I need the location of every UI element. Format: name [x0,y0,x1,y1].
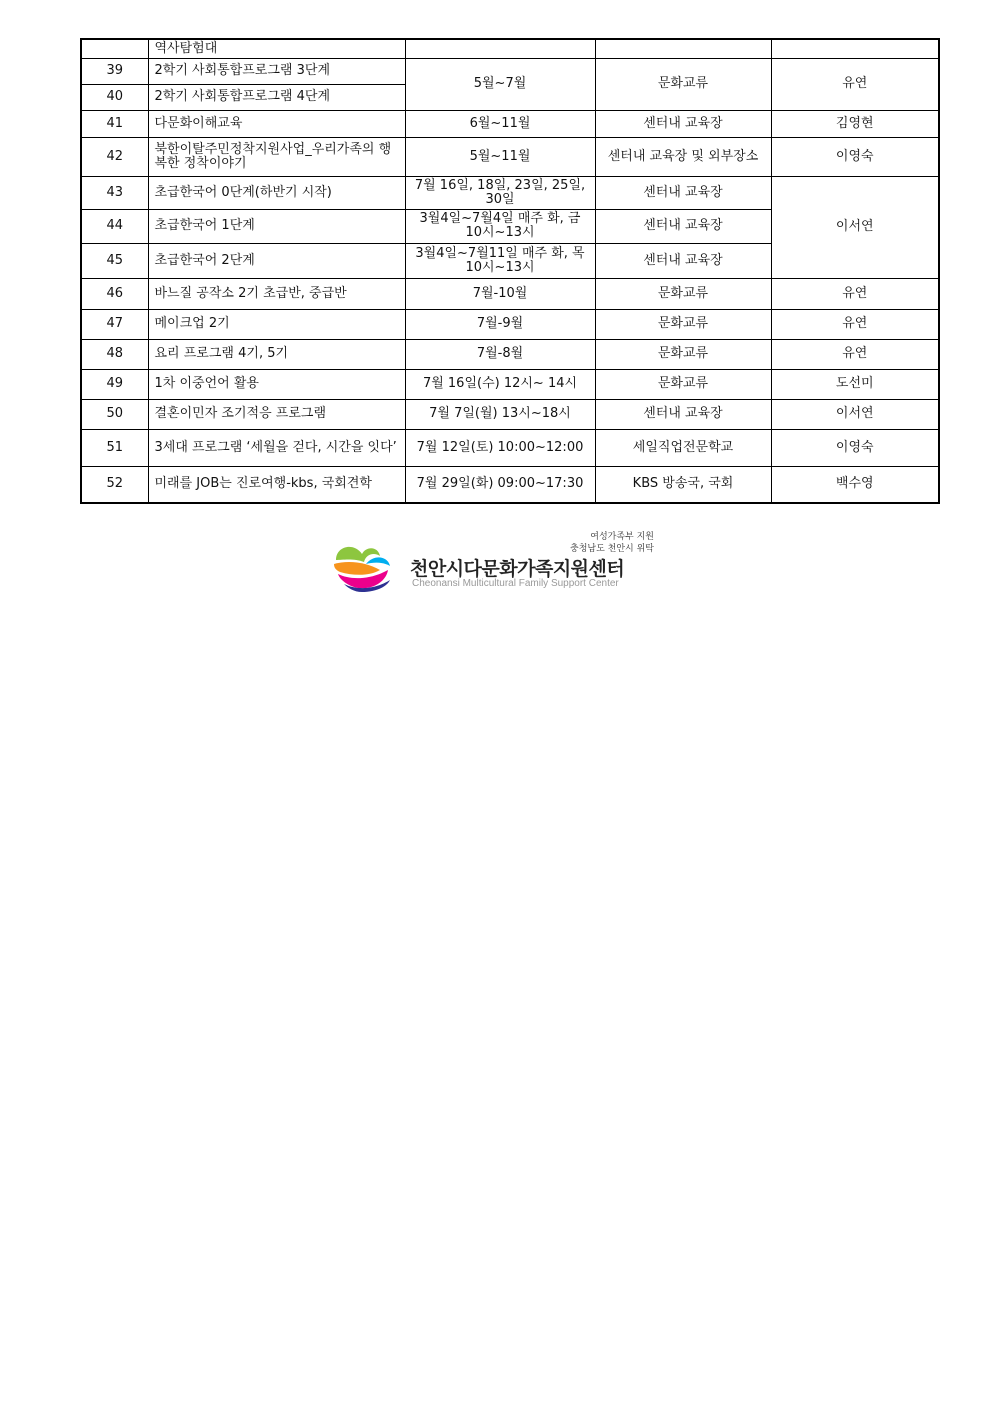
row-number: 52 [81,466,148,503]
program-period: 7월-8월 [405,339,595,369]
program-title: 요리 프로그램 4기, 5기 [148,339,405,369]
heart-logo-icon [330,540,406,592]
logo-english-name: Cheonansi Multicultural Family Support Center [412,578,619,589]
table-row [81,176,939,209]
program-staff: 유연 [771,58,939,110]
program-title: 역사탐험대 [148,39,405,58]
program-period: 5월~7월 [405,58,595,110]
row-number: 39 [81,58,148,84]
program-title: 미래를 JOB는 진로여행-kbs, 국회견학 [148,466,405,503]
row-number: 48 [81,339,148,369]
program-title: 초급한국어 0단계(하반기 시작) [148,176,405,209]
program-period: 7월-9월 [405,309,595,339]
program-period: 7월 12일(토) 10:00~12:00 [405,429,595,466]
program-title: 2학기 사회통합프로그램 4단계 [148,84,405,110]
table-row [81,466,939,503]
program-staff: 유연 [771,339,939,369]
program-period: 7월 29일(화) 09:00~17:30 [405,466,595,503]
program-schedule-table [80,38,940,504]
program-period: 7월-10월 [405,278,595,309]
row-number: 41 [81,110,148,137]
table-row [81,309,939,339]
program-period: 5월~11월 [405,137,595,176]
program-place: 센터내 교육장 및 외부장소 [595,137,771,176]
program-place: 센터내 교육장 [595,399,771,429]
program-title: 결혼이민자 조기적응 프로그램 [148,399,405,429]
program-staff: 도선미 [771,369,939,399]
program-place: 문화교류 [595,309,771,339]
program-period: 7월 16일(수) 12시~ 14시 [405,369,595,399]
row-number: 40 [81,84,148,110]
program-staff: 유연 [771,278,939,309]
table-row [81,369,939,399]
program-place: 세일직업전문학교 [595,429,771,466]
program-period: 6월~11월 [405,110,595,137]
program-period: 7월 7일(월) 13시~18시 [405,399,595,429]
table-row [81,399,939,429]
table-row [81,278,939,309]
program-title: 북한이탈주민정착지원사업_우리가족의 행복한 정착이야기 [148,137,405,176]
row-number: 51 [81,429,148,466]
program-period: 3월4일~7월11일 매주 화, 목 10시~13시 [405,243,595,278]
row-number: 46 [81,278,148,309]
program-title: 초급한국어 1단계 [148,209,405,243]
program-title: 메이크업 2기 [148,309,405,339]
row-number: 47 [81,309,148,339]
row-number: 49 [81,369,148,399]
program-title: 초급한국어 2단계 [148,243,405,278]
row-number [81,39,148,58]
table-row [81,339,939,369]
program-period: 3월4일~7월4일 매주 화, 금 10시~13시 [405,209,595,243]
program-period: 7월 16일, 18일, 23일, 25일, 30일 [405,176,595,209]
program-title: 1차 이중언어 활용 [148,369,405,399]
table-row [81,429,939,466]
program-place: 센터내 교육장 [595,243,771,278]
program-staff: 이영숙 [771,429,939,466]
row-number: 42 [81,137,148,176]
table-row [81,110,939,137]
logo-center-name: 천안시다문화가족지원센터 [410,558,625,580]
program-place: 센터내 교육장 [595,110,771,137]
row-number: 43 [81,176,148,209]
program-staff: 백수영 [771,466,939,503]
table-row [81,137,939,176]
row-number: 50 [81,399,148,429]
row-number: 45 [81,243,148,278]
program-place: 문화교류 [595,369,771,399]
row-number: 44 [81,209,148,243]
program-staff [771,39,939,58]
logo-commission-line: 충청남도 천안시 위탁 [570,544,654,554]
program-title: 바느질 공작소 2기 초급반, 중급반 [148,278,405,309]
table-row [81,39,939,58]
center-logo [330,526,660,596]
program-place: 문화교류 [595,339,771,369]
program-place: 센터내 교육장 [595,209,771,243]
program-staff: 이영숙 [771,137,939,176]
logo-sponsor-line: 여성가족부 지원 [590,532,654,542]
program-staff: 이서연 [771,399,939,429]
program-place: 문화교류 [595,58,771,110]
program-title: 다문화이해교육 [148,110,405,137]
program-place: 센터내 교육장 [595,176,771,209]
program-title: 2학기 사회통합프로그램 3단계 [148,58,405,84]
program-period [405,39,595,58]
program-place: KBS 방송국, 국회 [595,466,771,503]
program-place [595,39,771,58]
program-title: 3세대 프로그램 ‘세월을 걷다, 시간을 잇다’ [148,429,405,466]
program-staff: 김영현 [771,110,939,137]
program-place: 문화교류 [595,278,771,309]
program-staff: 이서연 [771,176,939,278]
program-staff: 유연 [771,309,939,339]
table-row [81,58,939,84]
